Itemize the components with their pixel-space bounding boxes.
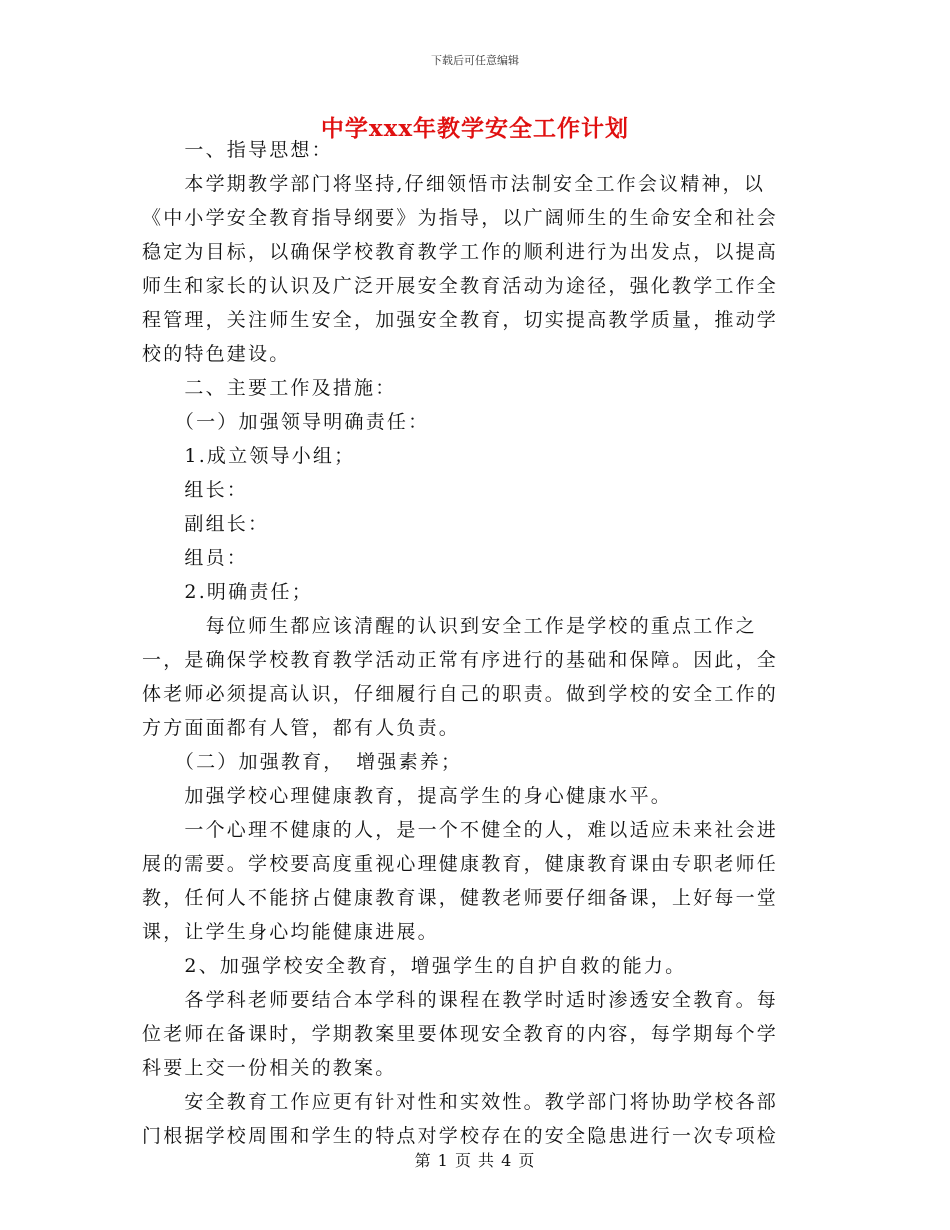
body-line: 体老师必须提高认识，仔细履行自己的职责。做到学校的安全工作的 bbox=[142, 683, 779, 705]
body-line: 各学科老师要结合本学科的课程在教学时适时渗透安全教育。每 bbox=[142, 989, 779, 1011]
body-line: 组长： bbox=[142, 479, 249, 501]
body-line: 组员： bbox=[142, 547, 249, 569]
page-footer: 第 1 页 共 4 页 bbox=[414, 1151, 536, 1170]
body-line: 1.成立领导小组； bbox=[142, 445, 356, 467]
document-body bbox=[142, 133, 808, 1153]
body-line: 每位师生都应该清醒的认识到安全工作是学校的重点工作之 bbox=[142, 615, 757, 637]
body-line: 二、主要工作及措施： bbox=[142, 377, 397, 399]
body-line: 一个心理不健康的人，是一个不健全的人，难以适应未来社会进 bbox=[142, 819, 779, 841]
body-line: 安全教育工作应更有针对性和实效性。教学部门将协助学校各部 bbox=[142, 1091, 779, 1113]
body-line: 加强学校心理健康教育，提高学生的身心健康水平。 bbox=[142, 785, 673, 807]
body-line: （二）加强教育， 增强素养； bbox=[142, 751, 463, 773]
body-line: （一）加强领导明确责任： bbox=[142, 411, 430, 433]
body-line: 位老师在备课时，学期教案里要体现安全教育的内容，每学期每个学 bbox=[142, 1023, 779, 1045]
body-line: 门根据学校周围和学生的特点对学校存在的安全隐患进行一次专项检 bbox=[142, 1125, 779, 1147]
body-line: 《中小学安全教育指导纲要》为指导，以广阔师生的生命安全和社会 bbox=[142, 207, 779, 229]
body-line: 稳定为目标，以确保学校教育教学工作的顺利进行为出发点，以提高 bbox=[142, 241, 779, 263]
body-line: 2.明确责任； bbox=[142, 581, 313, 603]
body-line: 教，任何人不能挤占健康教育课，健教老师要仔细备课，上好每一堂 bbox=[142, 887, 779, 909]
body-line: 副组长： bbox=[142, 513, 270, 535]
body-line: 本学期教学部门将坚持,仔细领悟市法制安全工作会议精神，以 bbox=[142, 173, 766, 195]
body-line: 科要上交一份相关的教案。 bbox=[142, 1057, 397, 1079]
body-line: 课，让学生身心均能健康进展。 bbox=[142, 921, 439, 943]
body-line: 展的需要。学校要高度重视心理健康教育，健康教育课由专职老师任 bbox=[142, 853, 779, 875]
body-line: 方方面面都有人管，都有人负责。 bbox=[142, 717, 461, 739]
document-title: 中学xxx年教学安全工作计划 bbox=[320, 115, 630, 142]
header-note: 下载后可任意编辑 bbox=[431, 54, 519, 67]
body-line: 校的特色建设。 bbox=[142, 343, 291, 365]
body-line: 一、指导思想： bbox=[142, 139, 333, 161]
body-line: 师生和家长的认识及广泛开展安全教育活动为途径，强化教学工作全 bbox=[142, 275, 779, 297]
body-line: 2、加强学校安全教育，增强学生的自护自救的能力。 bbox=[142, 955, 687, 977]
body-line: 一，是确保学校教育教学活动正常有序进行的基础和保障。因此，全 bbox=[142, 649, 779, 671]
body-line: 程管理，关注师生安全，加强安全教育，切实提高教学质量，推动学 bbox=[142, 309, 779, 331]
